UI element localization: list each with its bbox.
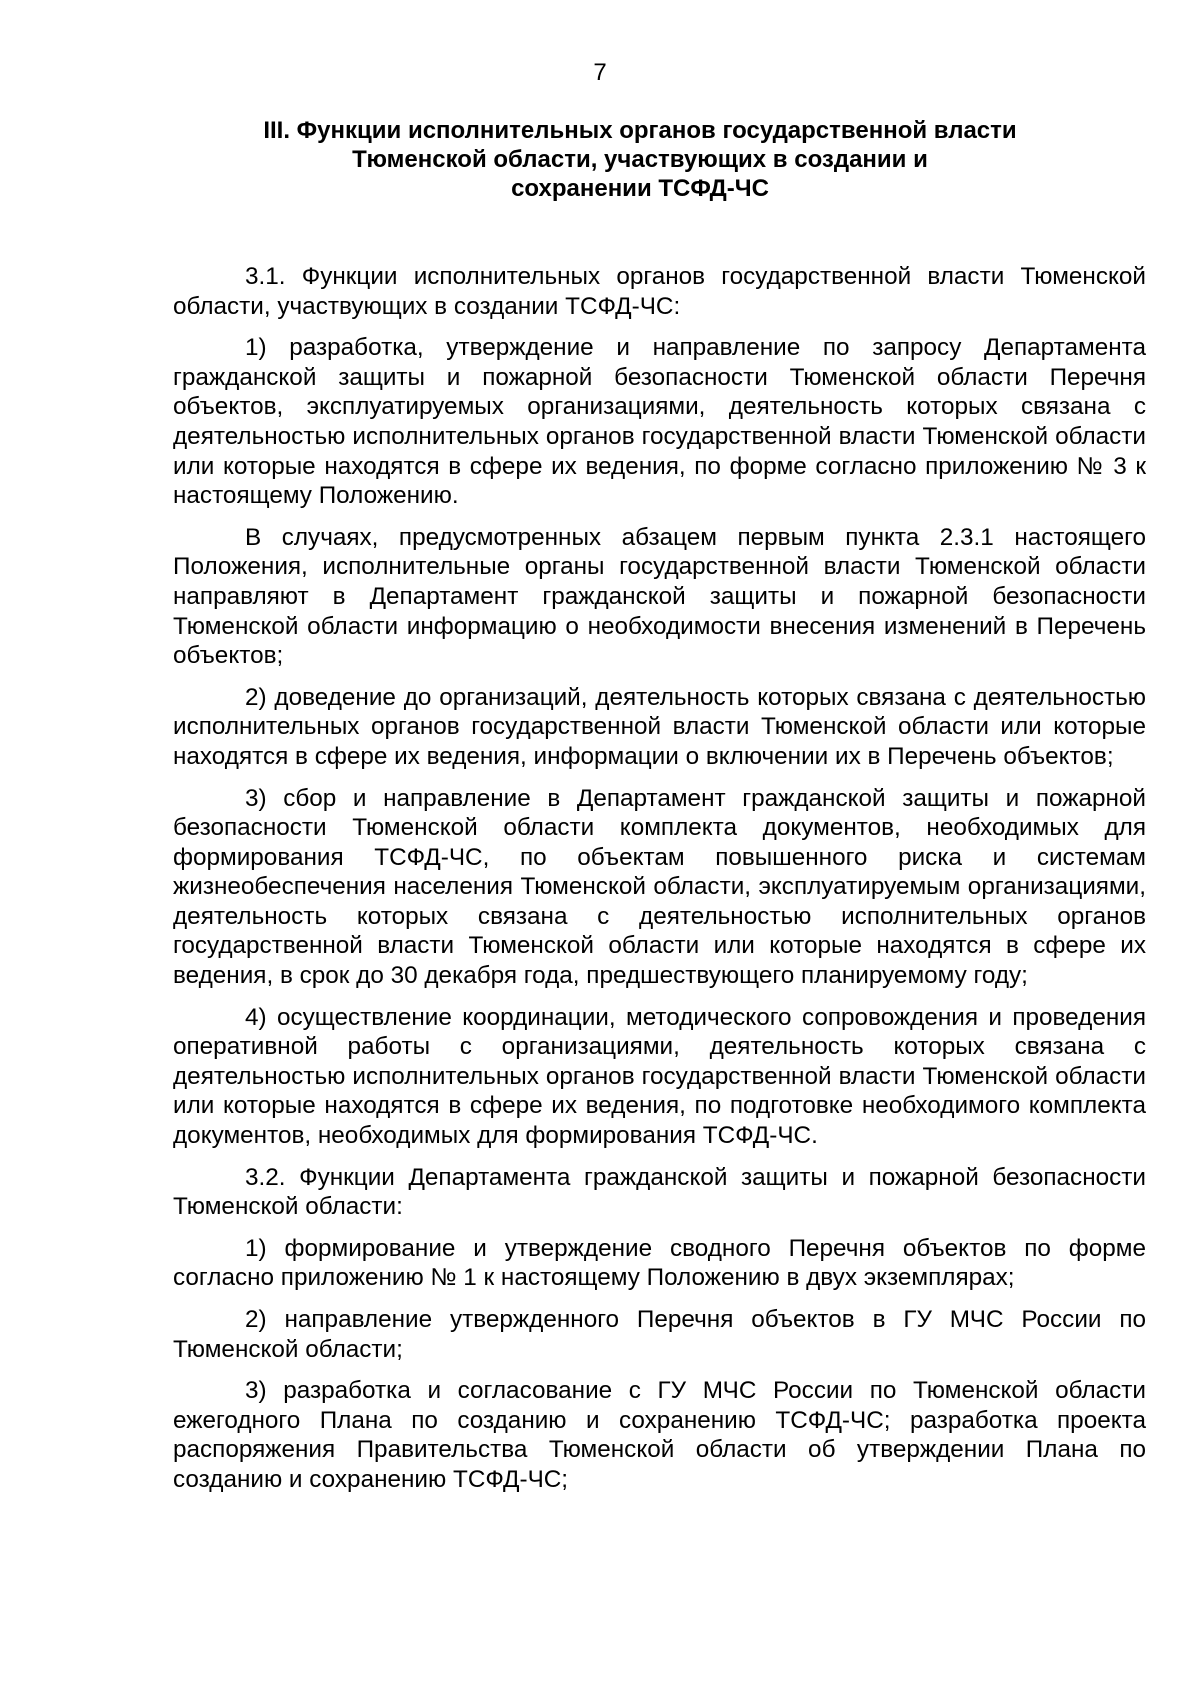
paragraph-3-1-item-3: 3) сбор и направление в Департамент гражданской защиты и пожарной безопасности Тюменской области комплекта документов, необходимых для формирования ТСФД-ЧС, по объектам повышенного риска и системам жизнеобеспечения населения Тюменской области, эксплуатируемым организациями, деятельность которых связана с деятельностью исполнительных органов государственной власти Тюменской области или которые находятся в сфере их ведения, в срок до 30 декабря года, предшествующего планируемому году; bbox=[173, 784, 1146, 990]
paragraph-3-1: 3.1. Функции исполнительных органов государственной власти Тюменской области, участвующих в создании ТСФД-ЧС: bbox=[173, 263, 1146, 320]
document-body bbox=[173, 262, 1146, 1507]
paragraph-3-2-item-2: 2) направление утвержденного Перечня объектов в ГУ МЧС России по Тюменской области; bbox=[173, 1306, 1146, 1363]
paragraph-3-2-item-3: 3) разработка и согласование с ГУ МЧС России по Тюменской области ежегодного Плана по созданию и сохранению ТСФД-ЧС; разработка проекта распоряжения Правительства Тюменской области об утверждении Плана по созданию и сохранению ТСФД-ЧС; bbox=[173, 1377, 1146, 1493]
section-heading-line: Тюменской области, участвующих в создании и bbox=[352, 146, 928, 173]
page-number: 7 bbox=[593, 59, 607, 86]
paragraph-3-1-item-1: 1) разработка, утверждение и направление по запросу Департамента гражданской защиты и пожарной безопасности Тюменской области Перечня объектов, эксплуатируемых организациями, деятельность которых связана с деятельностью исполнительных органов государственной власти Тюменской области или которые находятся в сфере их ведения, по форме согласно приложению № 3 к настоящему Положению. bbox=[173, 334, 1146, 510]
paragraph-3-2-item-1: 1) формирование и утверждение сводного Перечня объектов по форме согласно приложению № 1 к настоящему Положению в двух экземплярах; bbox=[173, 1234, 1146, 1292]
paragraph-3-1-item-2: 2) доведение до организаций, деятельность которых связана с деятельностью исполнительных органов государственной власти Тюменской области или которые находятся в сфере их ведения, информации о включении их в Перечень объектов; bbox=[173, 683, 1146, 770]
section-heading-line: сохранении ТСФД-ЧС bbox=[511, 175, 769, 202]
section-heading-line: III. Функции исполнительных органов государственной власти bbox=[263, 117, 1017, 144]
section-heading bbox=[230, 116, 1050, 203]
paragraph-3-1-item-1-cases: В случаях, предусмотренных абзацем первым пункта 2.3.1 настоящего Положения, исполнительные органы государственной власти Тюменской области направляют в Департамент гражданской защиты и пожарной безопасности Тюменской области информацию о необходимости внесения изменений в Перечень объектов; bbox=[173, 523, 1146, 670]
paragraph-3-2: 3.2. Функции Департамента гражданской защиты и пожарной безопасности Тюменской области: bbox=[173, 1163, 1146, 1221]
paragraph-3-1-item-4: 4) осуществление координации, методического сопровождения и проведения оперативной работы с организациями, деятельность которых связана с деятельностью исполнительных органов государственной власти Тюменской области или которые находятся в сфере их ведения, по подготовке необходимого комплекта документов, необходимых для формирования ТСФД-ЧС. bbox=[173, 1003, 1146, 1150]
